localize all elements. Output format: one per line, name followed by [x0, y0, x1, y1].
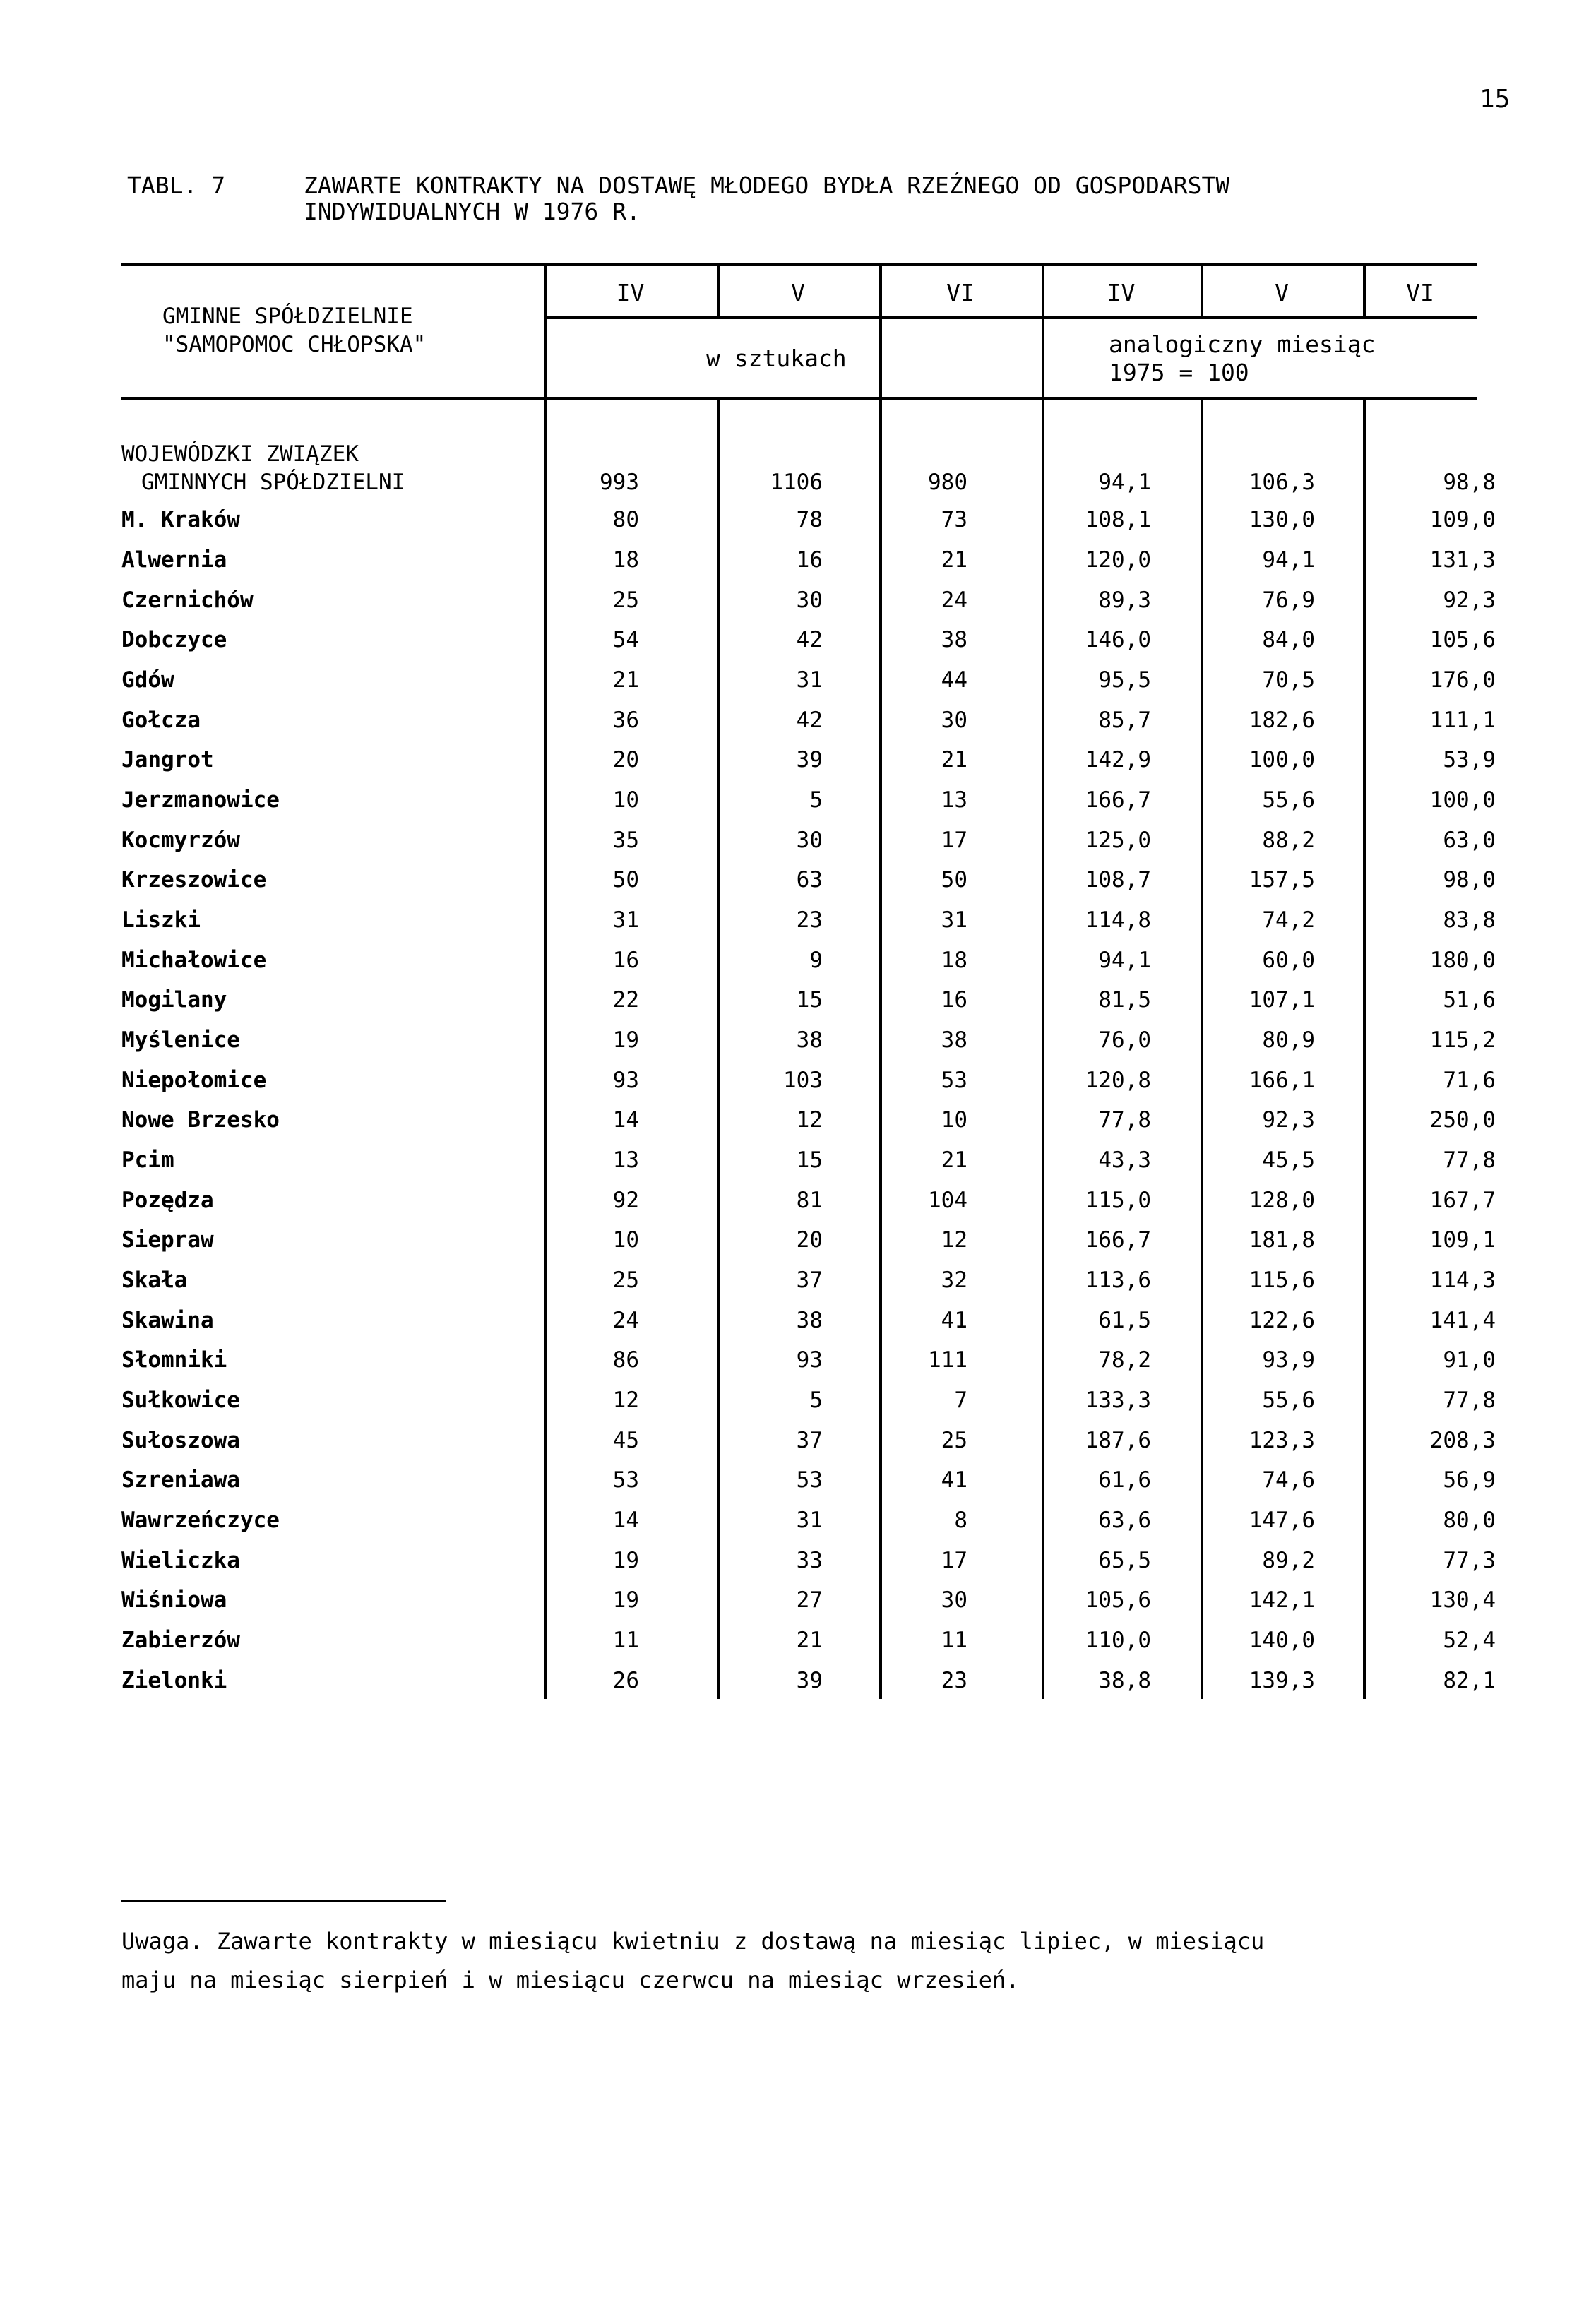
table-cell: 93 — [796, 1347, 823, 1373]
table-cell: 26 — [612, 1668, 639, 1693]
table-cell: 10 — [612, 787, 639, 813]
table-cell: 120,8 — [1085, 1068, 1151, 1093]
table-cell: 25 — [612, 1268, 639, 1293]
table-cell: 98,8 — [1443, 470, 1496, 495]
table-cell: 25 — [941, 1428, 967, 1453]
table-cell: 55,6 — [1262, 787, 1315, 813]
table-cell: 147,6 — [1249, 1508, 1315, 1533]
table-cell: 166,1 — [1249, 1068, 1315, 1093]
header-column-divider — [1363, 264, 1366, 318]
header-column-divider — [1201, 264, 1203, 318]
table-cell: 176,0 — [1429, 667, 1496, 693]
table-cell: 39 — [796, 747, 823, 773]
table-cell: 993 — [600, 470, 639, 495]
table-cell: 12 — [941, 1227, 967, 1253]
table-cell: 78 — [796, 507, 823, 532]
table-cell: 41 — [941, 1467, 967, 1493]
table-cell: 53 — [796, 1467, 823, 1493]
table-cell: 5 — [809, 787, 823, 813]
table-cell: 125,0 — [1085, 828, 1151, 853]
table-cell: 115,6 — [1249, 1268, 1315, 1293]
table-cell: 15 — [796, 987, 823, 1013]
table-cell: 11 — [941, 1628, 967, 1653]
table-cell: 44 — [941, 667, 967, 693]
table-cell: 76,0 — [1098, 1027, 1151, 1053]
table-cell: 181,8 — [1249, 1227, 1315, 1253]
table-cell: 56,9 — [1443, 1467, 1496, 1493]
table-cell: 19 — [612, 1587, 639, 1613]
table-cell: 80,9 — [1262, 1027, 1315, 1053]
row-label: Nowe Brzesko — [121, 1107, 280, 1133]
table-cell: 23 — [796, 907, 823, 933]
table-cell: 140,0 — [1249, 1628, 1315, 1653]
table-cell: 113,6 — [1085, 1268, 1151, 1293]
stub-header-line1: GMINNE SPÓŁDZIELNIE — [162, 304, 413, 329]
table-cell: 94,1 — [1098, 948, 1151, 973]
table-cell: 98,0 — [1443, 867, 1496, 893]
note-divider — [121, 1900, 446, 1902]
table-cell: 20 — [796, 1227, 823, 1253]
table-cell: 37 — [796, 1428, 823, 1453]
row-label: Mogilany — [121, 987, 227, 1013]
table-cell: 110,0 — [1085, 1628, 1151, 1653]
table-cell: 19 — [612, 1027, 639, 1053]
table-cell: 50 — [612, 867, 639, 893]
table-cell: 81 — [796, 1188, 823, 1213]
table-cell: 21 — [941, 747, 967, 773]
header-column-divider — [1042, 264, 1044, 398]
header-top-rule — [121, 263, 1477, 266]
unit-label-index-line2: 1975 = 100 — [1109, 359, 1249, 386]
table-cell: 109,1 — [1429, 1227, 1496, 1253]
table-cell: 123,3 — [1249, 1428, 1315, 1453]
table-cell: 10 — [612, 1227, 639, 1253]
table-cell: 37 — [796, 1268, 823, 1293]
table-cell: 89,2 — [1262, 1548, 1315, 1573]
table-cell: 50 — [941, 867, 967, 893]
table-cell: 31 — [941, 907, 967, 933]
page-number: 15 — [1479, 85, 1511, 114]
row-label: Skawina — [121, 1308, 214, 1333]
table-cell: 1106 — [770, 470, 823, 495]
table-cell: 19 — [612, 1548, 639, 1573]
table-cell: 92,3 — [1262, 1107, 1315, 1133]
table-cell: 8 — [954, 1508, 967, 1533]
table-cell: 18 — [612, 547, 639, 573]
table-cell: 65,5 — [1098, 1548, 1151, 1573]
row-label: Pozędza — [121, 1188, 214, 1213]
table-cell: 17 — [941, 828, 967, 853]
table-cell: 9 — [809, 948, 823, 973]
table-cell: 38,8 — [1098, 1668, 1151, 1693]
table-cell: 18 — [941, 948, 967, 973]
table-cell: 22 — [612, 987, 639, 1013]
row-label: Liszki — [121, 907, 201, 933]
table-cell: 7 — [954, 1388, 967, 1413]
table-cell: 142,9 — [1085, 747, 1151, 773]
table-cell: 115,0 — [1085, 1188, 1151, 1213]
table-cell: 42 — [796, 708, 823, 733]
header-column-divider — [879, 264, 882, 398]
table-cell: 83,8 — [1443, 907, 1496, 933]
column-header-3: VI — [946, 279, 975, 306]
table-cell: 82,1 — [1443, 1668, 1496, 1693]
table-cell: 55,6 — [1262, 1388, 1315, 1413]
table-cell: 76,9 — [1262, 588, 1315, 613]
column-header-1: IV — [616, 279, 645, 306]
table-cell: 13 — [941, 787, 967, 813]
table-cell: 38 — [941, 1027, 967, 1053]
table-cell: 91,0 — [1443, 1347, 1496, 1373]
row-label: Wiśniowa — [121, 1587, 227, 1613]
table-cell: 105,6 — [1429, 627, 1496, 652]
unit-label-pieces: w sztukach — [706, 345, 847, 372]
row-label: Gdów — [121, 667, 174, 693]
row-label: Wieliczka — [121, 1548, 240, 1573]
table-cell: 86 — [612, 1347, 639, 1373]
table-cell: 51,6 — [1443, 987, 1496, 1013]
table-cell: 5 — [809, 1388, 823, 1413]
row-label: Dobczyce — [121, 627, 227, 652]
table-cell: 74,6 — [1262, 1467, 1315, 1493]
row-label: Pcim — [121, 1147, 174, 1173]
row-label: Siepraw — [121, 1227, 214, 1253]
table-cell: 167,7 — [1429, 1188, 1496, 1213]
table-cell: 23 — [941, 1668, 967, 1693]
table-cell: 36 — [612, 708, 639, 733]
table-cell: 111 — [928, 1347, 967, 1373]
table-cell: 109,0 — [1429, 507, 1496, 532]
table-cell: 115,2 — [1429, 1027, 1496, 1053]
table-cell: 43,3 — [1098, 1147, 1151, 1173]
table-cell: 38 — [941, 627, 967, 652]
table-cell: 106,3 — [1249, 470, 1315, 495]
table-label: TABL. 7 — [127, 172, 226, 199]
table-cell: 74,2 — [1262, 907, 1315, 933]
table-cell: 32 — [941, 1268, 967, 1293]
note-line1: Uwaga. Zawarte kontrakty w miesiącu kwietniu z dostawą na miesiąc lipiec, w miesiącu — [121, 1928, 1265, 1955]
table-cell: 80 — [612, 507, 639, 532]
table-cell: 45,5 — [1262, 1147, 1315, 1173]
table-cell: 141,4 — [1429, 1308, 1496, 1333]
table-cell: 10 — [941, 1107, 967, 1133]
row-label: Zabierzów — [121, 1628, 240, 1653]
table-cell: 31 — [796, 667, 823, 693]
table-cell: 53 — [612, 1467, 639, 1493]
table-cell: 31 — [612, 907, 639, 933]
row-label: Jerzmanowice — [121, 787, 280, 813]
table-cell: 103 — [783, 1068, 823, 1093]
table-cell: 77,8 — [1443, 1388, 1496, 1413]
header-column-divider — [544, 264, 547, 398]
column-header-5: V — [1275, 279, 1289, 306]
table-cell: 17 — [941, 1548, 967, 1573]
row-label: Krzeszowice — [121, 867, 267, 893]
table-cell: 16 — [941, 987, 967, 1013]
table-cell: 35 — [612, 828, 639, 853]
table-cell: 14 — [612, 1107, 639, 1133]
table-cell: 25 — [612, 588, 639, 613]
table-cell: 130,0 — [1249, 507, 1315, 532]
table-cell: 31 — [796, 1508, 823, 1533]
table-cell: 12 — [796, 1107, 823, 1133]
table-cell: 111,1 — [1429, 708, 1496, 733]
row-label: M. Kraków — [121, 507, 240, 532]
table-cell: 139,3 — [1249, 1668, 1315, 1693]
unit-label-index-line1: analogiczny miesiąc — [1109, 330, 1376, 358]
row-label: Michałowice — [121, 948, 267, 973]
row-label: Sułoszowa — [121, 1428, 240, 1453]
table-cell: 73 — [941, 507, 967, 532]
row-label: Szreniawa — [121, 1467, 240, 1493]
table-cell: 14 — [612, 1508, 639, 1533]
table-cell: 182,6 — [1249, 708, 1315, 733]
row-label: Zielonki — [121, 1668, 227, 1693]
row-label: Niepołomice — [121, 1068, 267, 1093]
table-cell: 80,0 — [1443, 1508, 1496, 1533]
table-cell: 130,4 — [1429, 1587, 1496, 1613]
table-cell: 92,3 — [1443, 588, 1496, 613]
table-cell: 77,3 — [1443, 1548, 1496, 1573]
table-cell: 93,9 — [1262, 1347, 1315, 1373]
row-label: Kocmyrzów — [121, 828, 240, 853]
table-cell: 21 — [941, 547, 967, 573]
table-cell: 41 — [941, 1308, 967, 1333]
table-title-line2: INDYWIDUALNYCH W 1976 R. — [304, 198, 641, 225]
table-cell: 95,5 — [1098, 667, 1151, 693]
table-cell: 78,2 — [1098, 1347, 1151, 1373]
table-cell: 38 — [796, 1308, 823, 1333]
table-cell: 63,6 — [1098, 1508, 1151, 1533]
table-cell: 12 — [612, 1388, 639, 1413]
table-cell: 52,4 — [1443, 1628, 1496, 1653]
table-cell: 104 — [928, 1188, 967, 1213]
table-cell: 61,6 — [1098, 1467, 1151, 1493]
row-label: Myślenice — [121, 1027, 240, 1053]
table-cell: 81,5 — [1098, 987, 1151, 1013]
table-cell: 13 — [612, 1147, 639, 1173]
table-cell: 131,3 — [1429, 547, 1496, 573]
stub-header-line2: "SAMOPOMOC CHŁOPSKA" — [162, 332, 427, 357]
table-cell: 77,8 — [1443, 1147, 1496, 1173]
table-cell: 54 — [612, 627, 639, 652]
table-cell: 21 — [941, 1147, 967, 1173]
table-cell: 93 — [612, 1068, 639, 1093]
table-cell: 108,7 — [1085, 867, 1151, 893]
note-line2: maju na miesiąc sierpień i w miesiącu czerwcu na miesiąc wrzesień. — [121, 1967, 1020, 1993]
table-cell: 21 — [612, 667, 639, 693]
table-cell: 30 — [941, 708, 967, 733]
row-label: Jangrot — [121, 747, 214, 773]
table-cell: 38 — [796, 1027, 823, 1053]
row-label: Słomniki — [121, 1347, 227, 1373]
table-cell: 45 — [612, 1428, 639, 1453]
table-cell: 61,5 — [1098, 1308, 1151, 1333]
table-cell: 53 — [941, 1068, 967, 1093]
row-label: Gołcza — [121, 708, 201, 733]
table-cell: 39 — [796, 1668, 823, 1693]
table-cell: 21 — [796, 1628, 823, 1653]
table-cell: 70,5 — [1262, 667, 1315, 693]
row-label: Wawrzeńczyce — [121, 1508, 280, 1533]
table-cell: 107,1 — [1249, 987, 1315, 1013]
row-label: Skała — [121, 1268, 188, 1293]
table-cell: 142,1 — [1249, 1587, 1315, 1613]
table-cell: 30 — [796, 828, 823, 853]
header-mid-rule — [544, 316, 1477, 319]
table-cell: 100,0 — [1429, 787, 1496, 813]
table-cell: 114,8 — [1085, 907, 1151, 933]
table-cell: 250,0 — [1429, 1107, 1496, 1133]
table-cell: 89,3 — [1098, 588, 1151, 613]
table-cell: 77,8 — [1098, 1107, 1151, 1133]
table-cell: 85,7 — [1098, 708, 1151, 733]
table-cell: 24 — [612, 1308, 639, 1333]
table-cell: 94,1 — [1262, 547, 1315, 573]
table-cell: 105,6 — [1085, 1587, 1151, 1613]
table-cell: 108,1 — [1085, 507, 1151, 532]
row-label: Sułkowice — [121, 1388, 240, 1413]
table-cell: 120,0 — [1085, 547, 1151, 573]
table-cell: 208,3 — [1429, 1428, 1496, 1453]
table-cell: 180,0 — [1429, 948, 1496, 973]
column-header-4: IV — [1107, 279, 1136, 306]
table-cell: 42 — [796, 627, 823, 652]
row-label: WOJEWÓDZKI ZWIĄZEK — [121, 441, 359, 467]
row-label: Alwernia — [121, 547, 227, 573]
table-cell: 122,6 — [1249, 1308, 1315, 1333]
table-cell: 16 — [796, 547, 823, 573]
table-cell: 15 — [796, 1147, 823, 1173]
table-cell: 20 — [612, 747, 639, 773]
table-cell: 24 — [941, 588, 967, 613]
table-cell: 128,0 — [1249, 1188, 1315, 1213]
row-label: Czernichów — [121, 588, 254, 613]
table-cell: 63 — [796, 867, 823, 893]
table-title-line1: ZAWARTE KONTRAKTY NA DOSTAWĘ MŁODEGO BYDŁA RZEŹNEGO OD GOSPODARSTW — [304, 172, 1230, 199]
table-cell: 63,0 — [1443, 828, 1496, 853]
table-cell: 94,1 — [1098, 470, 1151, 495]
table-cell: 60,0 — [1262, 948, 1315, 973]
table-cell: 33 — [796, 1548, 823, 1573]
column-header-2: V — [791, 279, 805, 306]
table-cell: 71,6 — [1443, 1068, 1496, 1093]
table-cell: 980 — [928, 470, 967, 495]
table-cell: 133,3 — [1085, 1388, 1151, 1413]
table-cell: 88,2 — [1262, 828, 1315, 853]
table-cell: 16 — [612, 948, 639, 973]
column-header-6: VI — [1406, 279, 1434, 306]
table-cell: 100,0 — [1249, 747, 1315, 773]
table-cell: 166,7 — [1085, 1227, 1151, 1253]
table-cell: 11 — [612, 1628, 639, 1653]
table-cell: 27 — [796, 1587, 823, 1613]
table-cell: 92 — [612, 1188, 639, 1213]
table-cell: 166,7 — [1085, 787, 1151, 813]
table-cell: 187,6 — [1085, 1428, 1151, 1453]
header-column-divider — [717, 264, 720, 318]
table-cell: 84,0 — [1262, 627, 1315, 652]
table-cell: 53,9 — [1443, 747, 1496, 773]
header-bottom-rule — [121, 397, 1477, 400]
table-cell: 146,0 — [1085, 627, 1151, 652]
table-cell: 30 — [796, 588, 823, 613]
table-cell: 157,5 — [1249, 867, 1315, 893]
row-label-continuation: GMINNYCH SPÓŁDZIELNI — [141, 470, 405, 495]
table-cell: 114,3 — [1429, 1268, 1496, 1293]
table-cell: 30 — [941, 1587, 967, 1613]
